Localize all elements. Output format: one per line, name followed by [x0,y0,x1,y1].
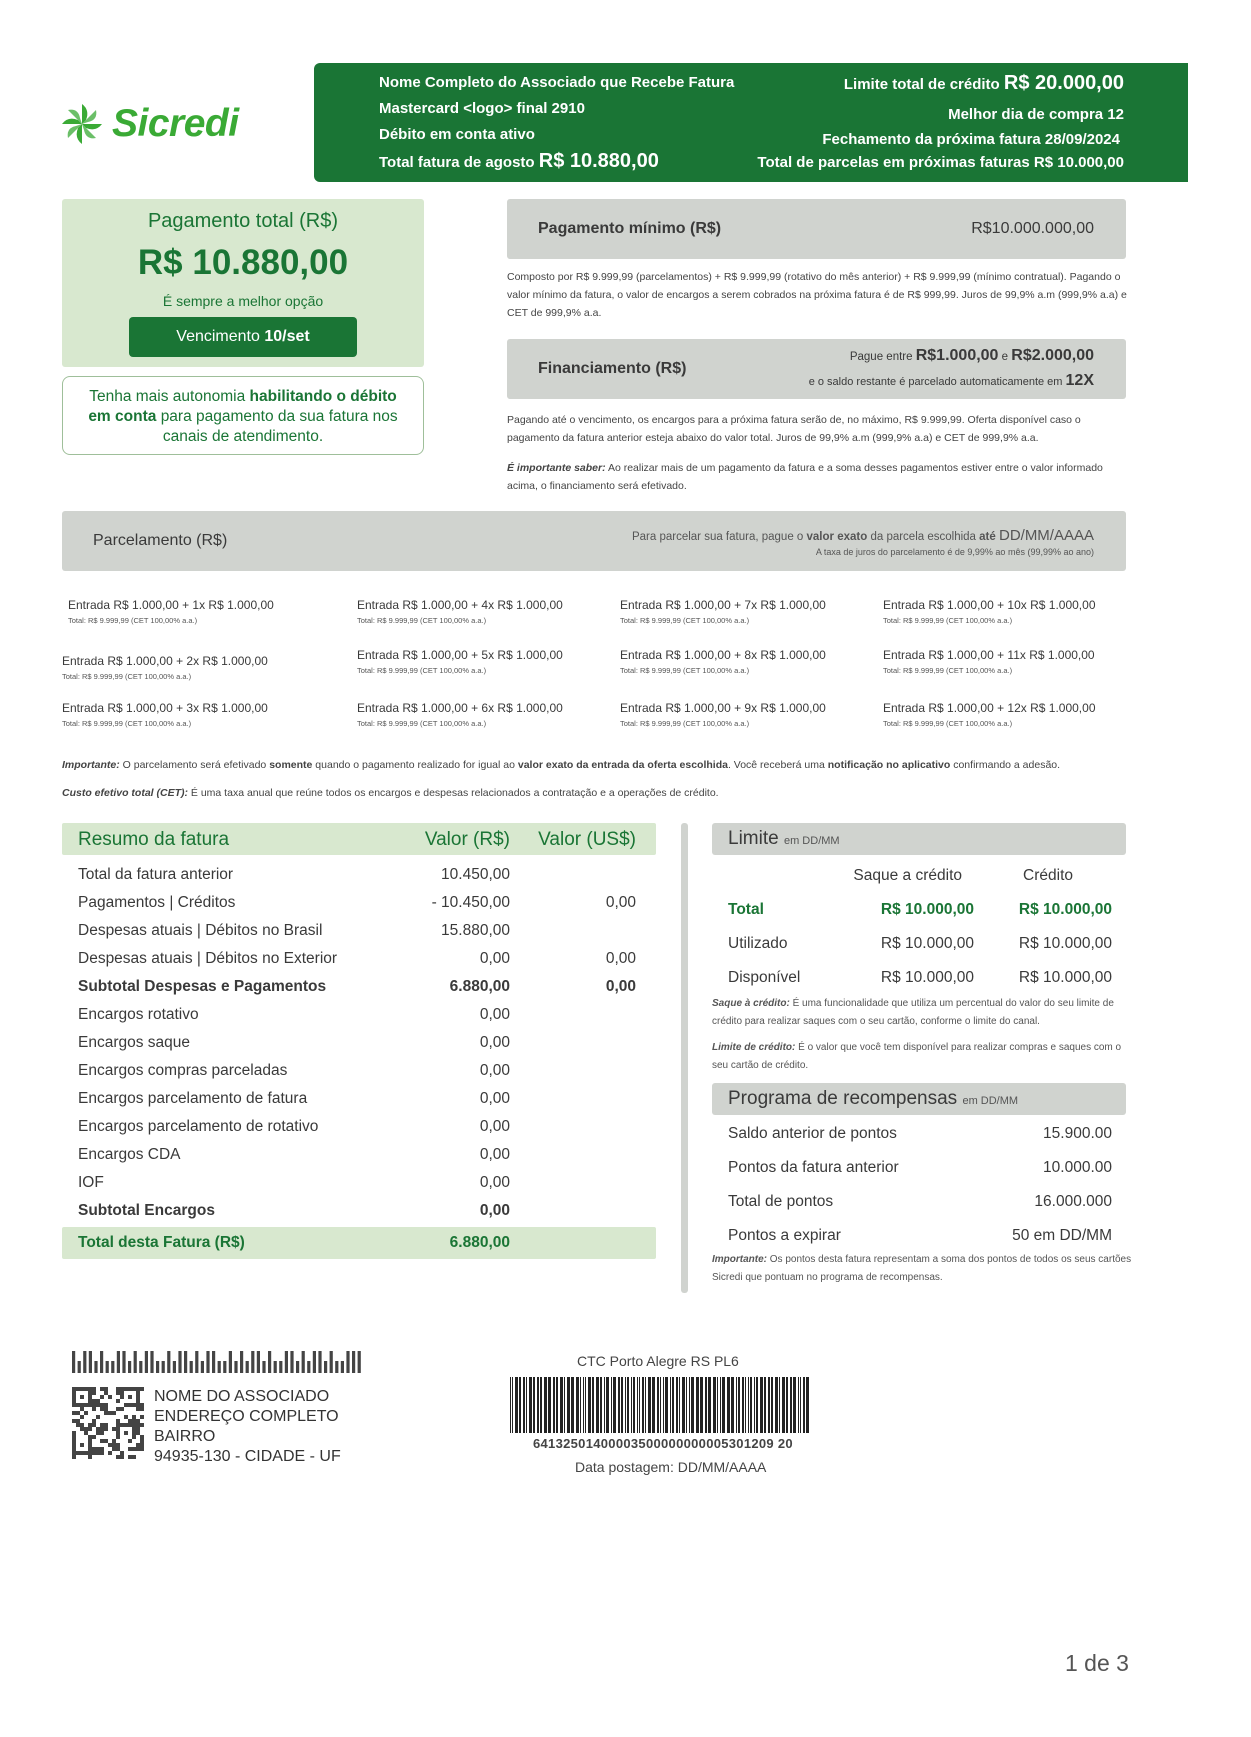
limit-cell-label: Total [728,901,764,918]
installment-rate-note: A taxa de juros do parcelamento é de 9,99% ao mês (99,99% ao ano) [815,547,1094,557]
installment-option-main: Entrada R$ 1.000,00 + 9x R$ 1.000,00 [620,701,826,715]
summary-cell-label: Total da fatura anterior [78,866,234,883]
minimum-payment-label: Pagamento mínimo (R$) [538,220,722,237]
important-text-b: somente [269,759,313,771]
cet-text: É uma taxa anual que reúne todos os encargos e despesas relacionados a contratação e a operações de crédito. [190,787,719,799]
rewards-cell-label: Pontos da fatura anterior [728,1159,899,1176]
installment-option-total: Total: R$ 9.999,99 (CET 100,00% a.a.) [357,616,487,625]
financing-range-min: R$1.000,00 [915,347,999,364]
autonomy-callout [62,376,424,455]
cet-note [62,787,719,799]
installment-option [62,654,268,681]
total-payment-subtitle: É sempre a melhor opção [162,293,324,309]
limit-row [712,931,1126,961]
saque-note [712,995,1132,1031]
installment-plan-bar [62,511,1126,571]
installment-option-main: Entrada R$ 1.000,00 + 3x R$ 1.000,00 [62,701,268,715]
limit-col-headers [712,863,1126,893]
summary-cell-label: Encargos CDA [78,1146,181,1163]
installment-option-total: Total: R$ 9.999,99 (CET 100,00% a.a.) [357,719,487,728]
summary-cell-brl: 0,00 [479,1062,510,1079]
financing-rest-text: e o saldo restante é parcelado automaticamente em [808,376,1063,388]
installment-plan-label: Parcelamento (R$) [93,532,228,549]
limit-row [712,897,1126,927]
financing-range-and: e [1001,351,1009,363]
rewards-header [712,1083,1126,1115]
summary-cell-brl: 0,00 [479,1146,510,1163]
summary-cell-label: IOF [78,1174,104,1191]
page-indicator: 1 de 3 [1065,1650,1129,1676]
installment-option-main: Entrada R$ 1.000,00 + 1x R$ 1.000,00 [68,598,274,612]
important-text-d: valor exato da entrada da oferta escolhida [517,759,728,771]
installment-option-main: Entrada R$ 1.000,00 + 7x R$ 1.000,00 [620,598,826,612]
installment-info-mid: da parcela escolhida [870,531,976,543]
installment-option-total: Total: R$ 9.999,99 (CET 100,00% a.a.) [620,616,750,625]
recipient-name: NOME DO ASSOCIADO [154,1388,330,1405]
installment-option-main: Entrada R$ 1.000,00 + 5x R$ 1.000,00 [357,648,563,662]
installment-option-total: Total: R$ 9.999,99 (CET 100,00% a.a.) [883,616,1013,625]
installment-option-total: Total: R$ 9.999,99 (CET 100,00% a.a.) [68,616,198,625]
limit-col-credito: Crédito [1023,867,1073,884]
installment-option-total: Total: R$ 9.999,99 (CET 100,00% a.a.) [62,672,192,681]
total-payment-value: R$ 10.880,00 [137,243,349,282]
summary-cell-usd: 0,00 [605,894,636,911]
summary-cell-brl: 0,00 [479,1090,510,1107]
recipient-district: BAIRRO [154,1428,216,1445]
installment-option-main: Entrada R$ 1.000,00 + 4x R$ 1.000,00 [357,598,563,612]
due-date-badge [129,317,357,357]
summary-cell-label: Encargos saque [78,1034,191,1051]
holder-name: Nome Completo do Associado que Recebe Fatura [379,74,735,91]
rewards-row [712,1121,1126,1151]
post-date: Data postagem: DD/MM/AAAA [575,1459,767,1475]
summary-cell-label: Encargos rotativo [78,1006,199,1023]
best-day-label: Melhor dia de compra [948,106,1104,123]
minimum-payment-bar [507,199,1126,259]
limit-cell-credito: R$ 10.000,00 [1018,935,1112,952]
summary-cell-brl: 15.880,00 [441,922,510,939]
due-date-prefix: Vencimento [176,328,260,345]
rewards-cell-value: 10.000.00 [1043,1159,1112,1176]
summary-row [62,1114,656,1142]
total-payment-title: Pagamento total (R$) [147,210,339,232]
limit-note-text: É o valor que você tem disponível para realizar compras e saques com o seu cartão de crédito. [712,1042,1122,1071]
summary-total-label: Total desta Fatura (R$) [78,1234,245,1251]
installment-option-main: Entrada R$ 1.000,00 + 10x R$ 1.000,00 [883,598,1096,612]
installment-option [357,648,563,675]
installment-option-main: Entrada R$ 1.000,00 + 6x R$ 1.000,00 [357,701,563,715]
limit-col-saque: Saque a crédito [853,867,962,884]
limit-cell-credito: R$ 10.000,00 [1018,969,1112,986]
limit-note-label: Limite de crédito: [712,1042,796,1053]
installment-option-total: Total: R$ 9.999,99 (CET 100,00% a.a.) [357,666,487,675]
limit-title-date: em DD/MM [783,835,840,847]
financing-range-max: R$2.000,00 [1011,347,1094,364]
limit-title: Limite [728,828,779,849]
invoice-total-value: R$ 10.880,00 [538,150,659,172]
summary-cell-brl: 0,00 [479,1118,510,1135]
brand-name: Sicredi [112,102,239,145]
summary-cell-label: Despesas atuais | Débitos no Brasil [78,922,323,939]
summary-cell-brl: 0,00 [479,1174,510,1191]
cet-label: Custo efetivo total (CET): [62,787,188,799]
mailing-address [154,1387,341,1467]
rewards-note [712,1251,1132,1287]
column-divider [681,823,688,1293]
installment-option-total: Total: R$ 9.999,99 (CET 100,00% a.a.) [62,719,192,728]
installment-option-total: Total: R$ 9.999,99 (CET 100,00% a.a.) [620,719,750,728]
summary-row [62,1142,656,1170]
summary-cell-brl: 0,00 [479,1006,510,1023]
limit-header [712,823,1126,855]
financing-range [850,347,1094,365]
installment-option-total: Total: R$ 9.999,99 (CET 100,00% a.a.) [620,666,750,675]
summary-cell-label: Encargos compras parceladas [78,1062,288,1079]
summary-row [62,1002,656,1030]
payment-barcode [510,1377,810,1433]
summary-col-usd: Valor (US$) [538,829,636,850]
saque-note-text: É uma funcionalidade que utiliza um percentual do valor do seu limite de crédito para realizar saques com o seu cartão, conforme o limite do canal. [712,998,1114,1027]
rewards-note-label: Importante: [712,1254,767,1265]
summary-row [62,1198,656,1226]
pinwheel-logo-icon [60,102,104,146]
rewards-cell-label: Pontos a expirar [728,1227,841,1244]
rewards-title: Programa de recompensas [728,1088,958,1109]
summary-cell-label: Encargos parcelamento de rotativo [78,1118,319,1135]
closing-line [822,131,1120,148]
limit-note [712,1039,1132,1075]
financing-description: Pagando até o vencimento, os encargos para a próxima fatura serão de, no máximo, R$ 9.999,99. Oferta disponível caso o pagamento da fatura anterior esteja abaixo do valor total. Juros de 99,9% a.m (999,9% a.a) e CET de 999,9% a.a. [507,414,1081,444]
summary-cell-label: Encargos parcelamento de fatura [78,1090,308,1107]
important-text-a: O parcelamento será efetivado [122,759,267,771]
financing-rest-value: 12X [1065,372,1094,389]
installment-option [357,701,563,728]
credit-limit-value: R$ 20.000,00 [1003,72,1124,94]
rewards-row [712,1223,1126,1253]
sicredi-logo [60,98,250,150]
important-text-g: confirmando a adesão. [953,759,1061,771]
summary-total-value: 6.880,00 [449,1234,510,1251]
installment-option [62,701,268,728]
invoice-total-line [379,150,659,173]
barcode-number: 64132501400003500000000005301209 20 [533,1436,793,1451]
summary-row [62,1030,656,1058]
installment-info-bold: valor exato [806,531,868,543]
summary-title: Resumo da fatura [78,829,230,850]
installment-option [883,648,1095,675]
installment-option [883,598,1096,625]
future-installments-value: R$ 10.000,00 [1033,154,1124,171]
important-label: Importante: [62,759,120,771]
qr-code-icon [72,1387,144,1459]
installment-info-prefix: Para parcelar sua fatura, pague o [631,531,804,543]
best-day-line [948,106,1124,123]
financing-label: Financiamento (R$) [538,360,687,377]
summary-row [62,946,656,974]
important-text-c: quando o pagamento realizado for igual ao [315,759,515,771]
recipient-city: 94935-130 - CIDADE - UF [154,1448,341,1465]
summary-cell-brl: 6.880,00 [449,978,510,995]
rewards-title-date: em DD/MM [962,1095,1019,1107]
important-text-f: notificação no aplicativo [827,759,951,771]
autonomy-text-2: para pagamento da sua fatura nos canais de atendimento. [160,408,398,445]
installment-plan-info [632,527,1094,544]
installment-option [620,648,826,675]
installment-option [68,598,274,625]
limit-cell-saque: R$ 10.000,00 [880,901,974,918]
installment-option [620,701,826,728]
financing-range-prefix: Pague entre [849,351,913,363]
summary-row [62,890,656,918]
summary-row [62,1086,656,1114]
closing-label: Fechamento da próxima fatura [822,131,1041,148]
financing-important-note [507,459,1135,495]
credit-limit-line [844,72,1124,95]
financing-bar [507,339,1126,399]
summary-row [62,1170,656,1198]
limit-cell-credito: R$ 10.000,00 [1018,901,1112,918]
summary-row [62,1058,656,1086]
summary-cell-brl: 0,00 [479,950,510,967]
card-info: Mastercard <logo> final 2910 [379,100,585,117]
financing-important-text: Ao realizar mais de um pagamento da fatura e a soma desses pagamentos estiver entre o valor informado acima, o financiamento será efetivado. [507,462,1103,492]
rewards-cell-value: 16.000.000 [1034,1193,1112,1210]
installment-option [883,701,1096,728]
summary-col-brl: Valor (R$) [424,829,510,850]
rewards-row [712,1189,1126,1219]
summary-cell-label: Subtotal Despesas e Pagamentos [78,978,327,995]
installment-important-note [62,759,1060,771]
future-installments-line [757,154,1124,171]
rewards-row [712,1155,1126,1185]
installment-option-main: Entrada R$ 1.000,00 + 2x R$ 1.000,00 [62,654,268,668]
minimum-payment-value: R$10.000.000,00 [971,220,1094,237]
installment-option [357,598,563,625]
important-text-e: . Você receberá uma [727,759,825,771]
rewards-cell-value: 50 em DD/MM [1012,1227,1112,1244]
minimum-payment-description: Composto por R$ 9.999,99 (parcelamentos) + R$ 9.999,99 (rotativo do mês anterior) + R$ 9.999,99 (mínimo contratual). Pagando o valor mínimo da fatura, o valor de encargos a serem cobrados na próxima fatura é de R$ 999,99. Juros de 99,9% a.m (999,9% a.a) e CET de 999,9% a.a. [507,271,1127,319]
closing-value: 28/09/2024 [1044,131,1120,148]
summary-row [62,974,656,1002]
autonomy-bold: habilitando o débito em conta [88,388,397,425]
autonomy-text-1: Tenha mais autonomia [89,388,246,405]
financing-important-label: É importante saber: [507,462,606,474]
total-payment-box [62,199,424,367]
installment-info-ate: até [979,531,996,543]
rewards-note-text: Os pontos desta fatura representam a soma dos pontos de todos os seus cartões Sicredi que pontuam no programa de recompensas. [712,1254,1132,1283]
summary-row [62,862,656,890]
summary-cell-label: Pagamentos | Créditos [78,894,236,911]
summary-row [62,918,656,946]
credit-limit-label: Limite total de crédito [843,76,1000,93]
installment-option-main: Entrada R$ 1.000,00 + 8x R$ 1.000,00 [620,648,826,662]
summary-cell-brl: 0,00 [479,1034,510,1051]
recipient-address: ENDEREÇO COMPLETO [154,1408,339,1425]
installment-info-date: DD/MM/AAAA [998,527,1094,544]
summary-cell-usd: 0,00 [605,950,636,967]
ctc-label: CTC Porto Alegre RS PL6 [577,1353,739,1369]
installment-option-total: Total: R$ 9.999,99 (CET 100,00% a.a.) [883,719,1013,728]
financing-rest [809,372,1094,390]
summary-header [62,823,656,855]
invoice-header [314,63,1188,182]
limit-cell-label: Disponível [728,969,801,986]
summary-cell-usd: 0,00 [605,978,636,995]
summary-cell-brl: 0,00 [479,1202,510,1219]
rewards-cell-label: Total de pontos [728,1193,834,1210]
limit-cell-label: Utilizado [728,935,788,952]
due-date-value: 10/set [264,328,310,345]
rewards-cell-label: Saldo anterior de pontos [728,1125,897,1142]
installment-option [620,598,826,625]
limit-cell-saque: R$ 10.000,00 [880,969,974,986]
installment-option-total: Total: R$ 9.999,99 (CET 100,00% a.a.) [883,666,1013,675]
limit-row [712,965,1126,995]
debit-status: Débito em conta ativo [379,126,535,143]
summary-cell-brl: - 10.450,00 [431,894,510,911]
rewards-cell-value: 15.900.00 [1043,1125,1112,1142]
installment-option-main: Entrada R$ 1.000,00 + 11x R$ 1.000,00 [883,648,1095,662]
saque-note-label: Saque à crédito: [712,998,790,1009]
summary-cell-label: Despesas atuais | Débitos no Exterior [78,950,338,967]
summary-cell-label: Subtotal Encargos [78,1202,215,1219]
future-installments-label: Total de parcelas em próximas faturas [757,154,1030,171]
invoice-total-label: Total fatura de agosto [379,154,535,171]
summary-total-row [62,1227,656,1259]
limit-cell-saque: R$ 10.000,00 [880,935,974,952]
postal-barcode [72,1351,368,1373]
installment-option-main: Entrada R$ 1.000,00 + 12x R$ 1.000,00 [883,701,1096,715]
best-day-value: 12 [1107,106,1124,123]
summary-cell-brl: 10.450,00 [441,866,510,883]
